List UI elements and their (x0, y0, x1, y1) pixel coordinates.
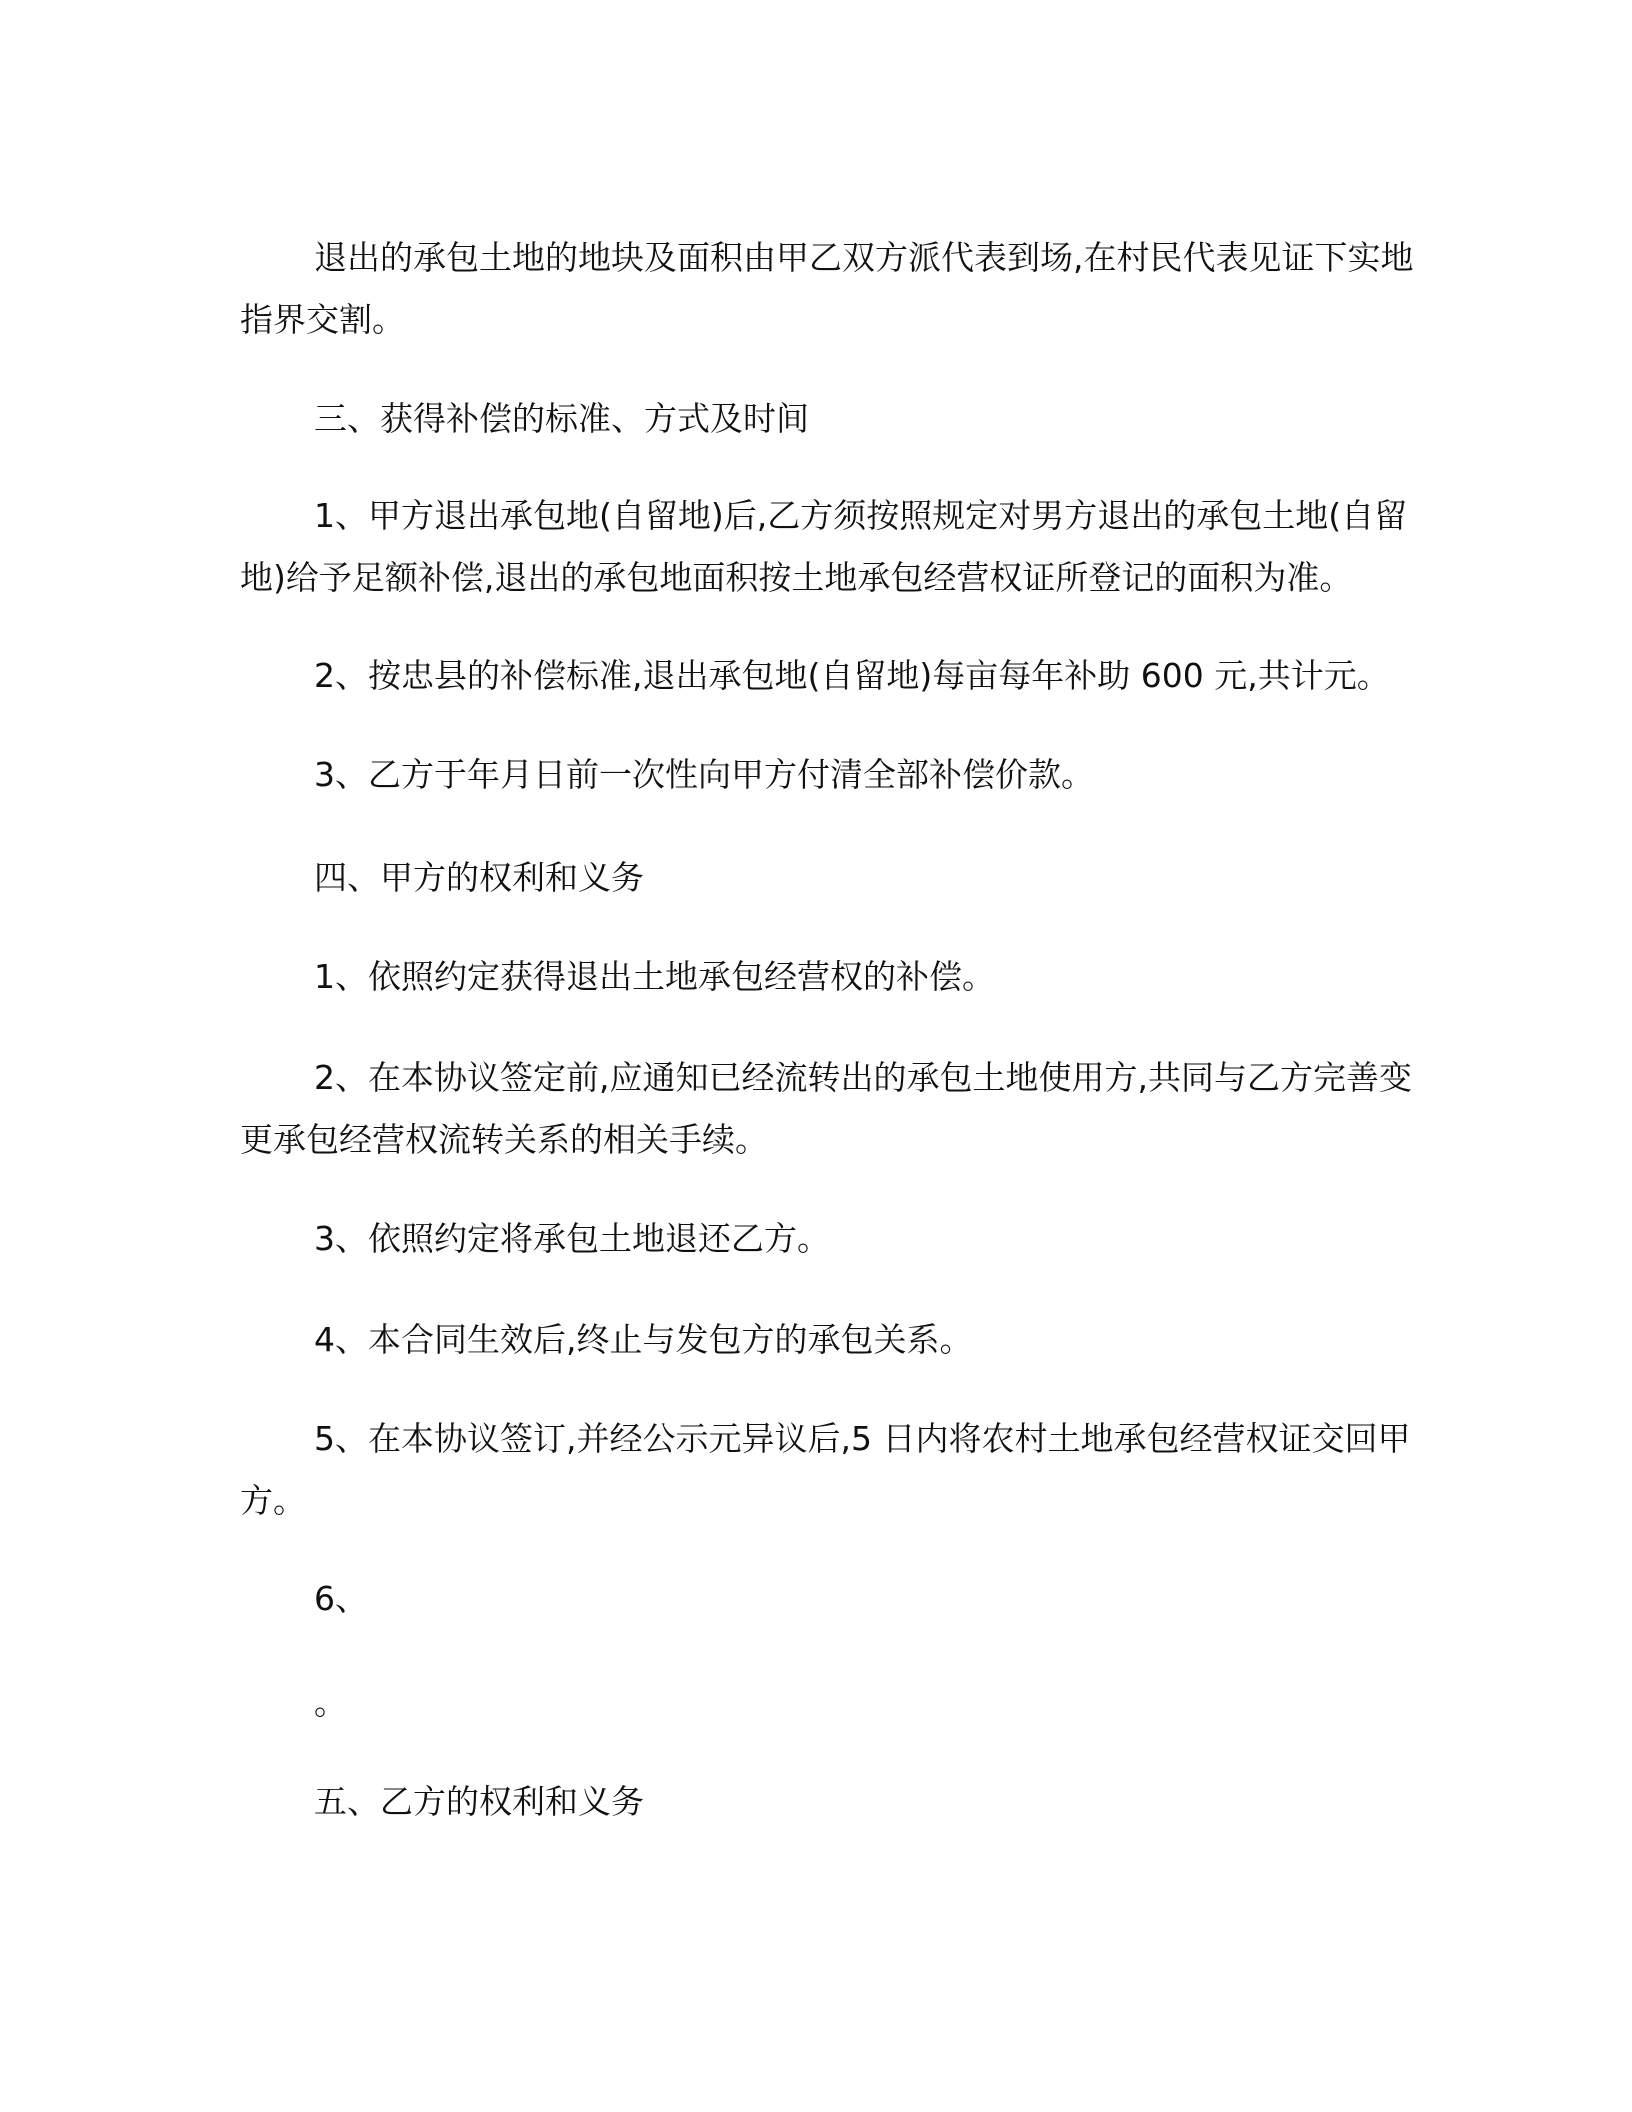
clause-4-2 (240, 1047, 1412, 1171)
paragraph-land-handover (240, 227, 1414, 351)
clause-4-6-end (240, 1672, 1390, 1734)
text-line: 退出的承包土地的地块及面积由甲乙双方派代表到场,在村民代表见证下实地 (314, 238, 1414, 277)
clause-3-2 (240, 645, 1390, 707)
text-line: 3、乙方于年月日前一次性向甲方付清全部补偿价款。 (314, 755, 1094, 794)
section-heading-party-a (240, 847, 1390, 909)
section-heading-party-b (240, 1771, 1390, 1833)
section-heading-compensation (240, 388, 1390, 450)
text-line: 更承包经营权流转关系的相关手续。 (240, 1120, 768, 1159)
text-line: 2、在本协议签定前,应通知已经流转出的承包土地使用方,共同与乙方完善变 (314, 1058, 1412, 1097)
text-line: 2、按忠县的补偿标准,退出承包地(自留地)每亩每年补助 600 元,共计元。 (314, 656, 1390, 695)
text-line: 3、依照约定将承包土地退还乙方。 (314, 1219, 830, 1258)
text-line: 。 (314, 1683, 347, 1722)
text-line: 三、获得补偿的标准、方式及时间 (314, 399, 809, 438)
clause-4-5 (240, 1408, 1411, 1532)
text-line: 地)给予足额补偿,退出的承包地面积按土地承包经营权证所登记的面积为准。 (240, 558, 1353, 597)
clause-4-1 (240, 946, 1390, 1008)
text-line: 6、 (314, 1579, 368, 1618)
text-line: 指界交割。 (240, 300, 405, 339)
text-line: 4、本合同生效后,终止与发包方的承包关系。 (314, 1320, 973, 1359)
text-line: 1、依照约定获得退出土地承包经营权的补偿。 (314, 957, 995, 996)
text-line: 方。 (240, 1481, 306, 1520)
clause-3-3 (240, 744, 1390, 806)
text-line: 1、甲方退出承包地(自留地)后,乙方须按照规定对男方退出的承包土地(自留 (314, 496, 1408, 535)
text-line: 5、在本协议签订,并经公示元异议后,5 日内将农村土地承包经营权证交回甲 (314, 1419, 1411, 1458)
text-line: 五、乙方的权利和义务 (314, 1782, 644, 1821)
clause-4-6 (240, 1568, 1390, 1630)
clause-3-1 (240, 485, 1408, 609)
clause-4-4 (240, 1309, 1390, 1371)
clause-4-3 (240, 1208, 1390, 1270)
text-line: 四、甲方的权利和义务 (314, 858, 644, 897)
